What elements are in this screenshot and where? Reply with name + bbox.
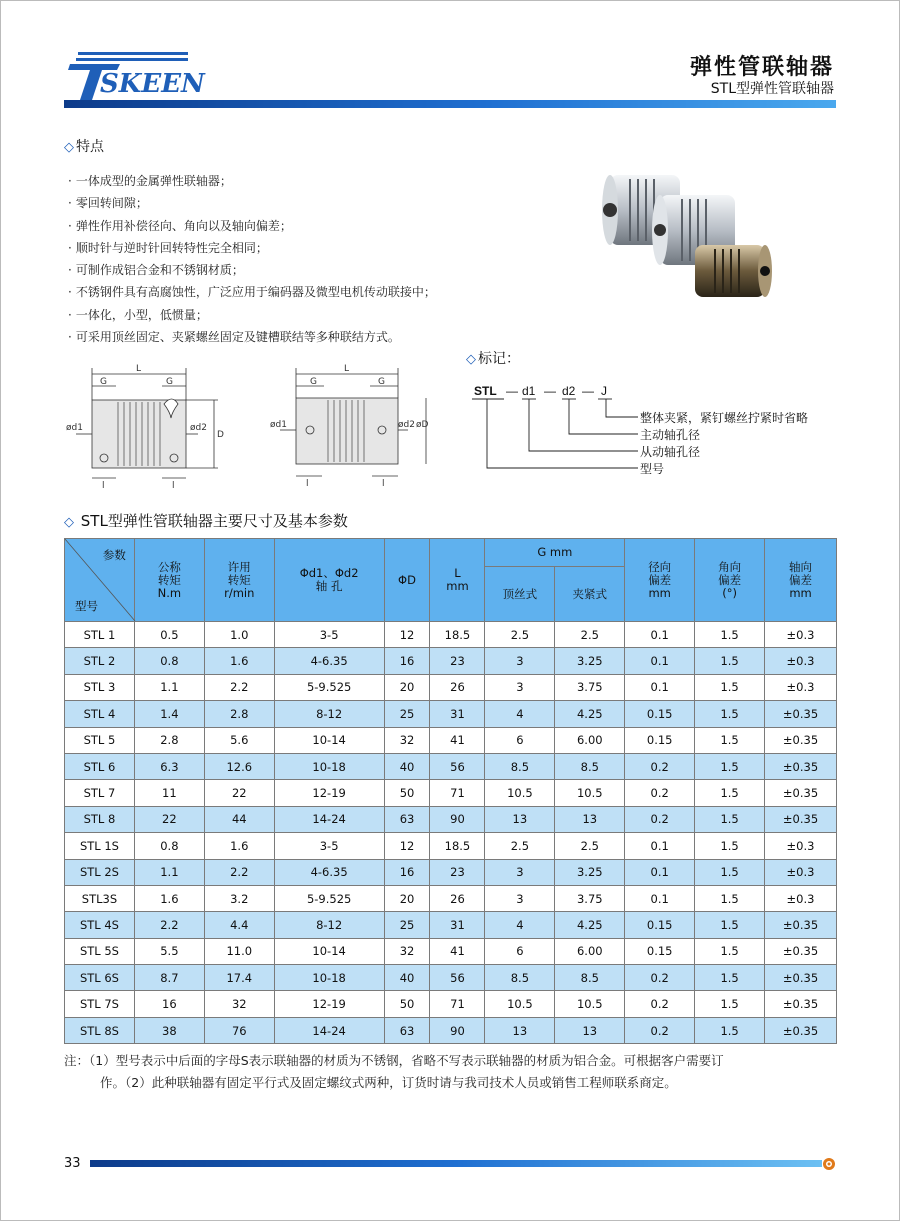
table-row: [65, 701, 837, 727]
table-cell: 13: [485, 1017, 555, 1043]
table-cell: 0.5: [134, 622, 204, 648]
table-cell: STL 7: [65, 780, 135, 806]
table-cell: 2.5: [555, 622, 625, 648]
product-image: [600, 165, 800, 305]
table-cell: 13: [555, 1017, 625, 1043]
table-cell: 1.5: [695, 938, 765, 964]
table-cell: 3-5: [274, 833, 384, 859]
corner-model: 型号: [75, 599, 98, 613]
table-cell: 4.4: [204, 912, 274, 938]
marking-heading-text: 标记：: [478, 351, 520, 367]
feature-item: [68, 326, 538, 348]
table-cell: 20: [384, 674, 430, 700]
table-cell: ±0.3: [765, 833, 837, 859]
header-angular: 角向 偏差 (°): [695, 539, 765, 622]
table-cell: 1.1: [134, 859, 204, 885]
table-cell: 1.5: [695, 885, 765, 911]
table-cell: 11.0: [204, 938, 274, 964]
table-cell: 71: [430, 780, 485, 806]
table-cell: 0.1: [625, 648, 695, 674]
feature-item: [68, 170, 538, 192]
table-cell: STL 3: [65, 674, 135, 700]
table-cell: 12-19: [274, 780, 384, 806]
marking-line-4: 型号: [640, 462, 665, 476]
table-cell: 0.1: [625, 622, 695, 648]
label-l-left-2: l: [306, 479, 309, 489]
table-cell: 50: [384, 991, 430, 1017]
label-l-right: l: [172, 481, 175, 491]
table-cell: 12: [384, 622, 430, 648]
table-cell: 8.7: [134, 965, 204, 991]
header-torque: 公称 转矩 N.m: [134, 539, 204, 622]
table-cell: 50: [384, 780, 430, 806]
table-cell: 14-24: [274, 1017, 384, 1043]
table-cell: 3.2: [204, 885, 274, 911]
table-cell: 0.1: [625, 674, 695, 700]
table-cell: STL 8: [65, 806, 135, 832]
table-cell: 1.1: [134, 674, 204, 700]
label-l-right-2: l: [382, 479, 385, 489]
table-row: [65, 938, 837, 964]
code-sep-2: —: [544, 384, 556, 398]
table-row: [65, 622, 837, 648]
header-speed: 许用 转矩 r/min: [204, 539, 274, 622]
table-cell: 2.5: [485, 622, 555, 648]
table-cell: 17.4: [204, 965, 274, 991]
table-cell: 56: [430, 753, 485, 779]
table-cell: 1.5: [695, 965, 765, 991]
table-cell: 26: [430, 674, 485, 700]
table-cell: 38: [134, 1017, 204, 1043]
table-row: [65, 885, 837, 911]
table-cell: 0.2: [625, 1017, 695, 1043]
table-cell: ±0.35: [765, 701, 837, 727]
table-cell: 40: [384, 753, 430, 779]
table-cell: 5.5: [134, 938, 204, 964]
table-cell: 1.5: [695, 1017, 765, 1043]
marking-line-1: 整体夹紧，紧钉螺丝拧紧时省略: [640, 411, 809, 425]
table-cell: 31: [430, 701, 485, 727]
table-cell: ±0.3: [765, 622, 837, 648]
table-cell: 16: [134, 991, 204, 1017]
table-cell: 1.5: [695, 991, 765, 1017]
code-sep-1: —: [506, 384, 518, 398]
feature-text: 一体成型的金属弹性联轴器；: [75, 174, 232, 188]
table-cell: 1.6: [204, 648, 274, 674]
table-row: [65, 1017, 837, 1043]
bullet-icon: ·: [68, 196, 72, 211]
table-cell: 13: [485, 806, 555, 832]
table-cell: STL 5: [65, 727, 135, 753]
label-d2-2: ød2: [398, 420, 415, 430]
header-D: ΦD: [384, 539, 430, 622]
label-G-left-2: G: [310, 377, 317, 387]
table-cell: 4.25: [555, 912, 625, 938]
spec-table: [64, 538, 837, 1044]
table-cell: 22: [204, 780, 274, 806]
coupling-3: [695, 245, 772, 297]
table-row: [65, 833, 837, 859]
table-cell: 56: [430, 965, 485, 991]
table-cell: 1.5: [695, 780, 765, 806]
header-radial: 径向 偏差 mm: [625, 539, 695, 622]
table-cell: ±0.35: [765, 806, 837, 832]
table-cell: ±0.3: [765, 885, 837, 911]
table-cell: 3.25: [555, 859, 625, 885]
marking-heading: [466, 348, 520, 368]
code-sep-3: —: [582, 384, 594, 398]
table-cell: 25: [384, 912, 430, 938]
table-cell: 18.5: [430, 833, 485, 859]
table-cell: 14-24: [274, 806, 384, 832]
table-cell: 23: [430, 859, 485, 885]
table-cell: ±0.3: [765, 859, 837, 885]
table-cell: 2.2: [204, 674, 274, 700]
feature-text: 弹性作用补偿径向、角向以及轴向偏差；: [75, 218, 292, 233]
diamond-icon: ◇: [466, 352, 476, 367]
table-cell: 3: [485, 674, 555, 700]
features-heading-text: 特点: [76, 139, 104, 155]
table-cell: 18.5: [430, 622, 485, 648]
notes: [64, 1050, 844, 1094]
table-cell: 8-12: [274, 912, 384, 938]
page-number: 33: [64, 1156, 81, 1171]
table-cell: 2.8: [204, 701, 274, 727]
table-cell: STL3S: [65, 885, 135, 911]
table-cell: 16: [384, 859, 430, 885]
bullet-icon: ·: [68, 174, 72, 188]
code-d1: d1: [522, 384, 536, 398]
table-cell: 1.6: [134, 885, 204, 911]
table-cell: STL 7S: [65, 991, 135, 1017]
table-row: [65, 753, 837, 779]
header-bar: [64, 100, 836, 108]
table-cell: STL 5S: [65, 938, 135, 964]
table-cell: 44: [204, 806, 274, 832]
table-cell: ±0.3: [765, 674, 837, 700]
table-row: [65, 991, 837, 1017]
table-cell: STL 2S: [65, 859, 135, 885]
table-cell: 2.2: [134, 912, 204, 938]
table-cell: 2.8: [134, 727, 204, 753]
label-d1: ød1: [66, 423, 83, 433]
page-subtitle: STL型弹性管联轴器: [710, 81, 834, 97]
marking-line-3: 从动轴孔径: [640, 445, 701, 459]
table-cell: STL 8S: [65, 1017, 135, 1043]
table-cell: 1.6: [204, 833, 274, 859]
table-cell: 4: [485, 912, 555, 938]
table-cell: 41: [430, 727, 485, 753]
table-cell: 1.5: [695, 806, 765, 832]
table-cell: 6: [485, 938, 555, 964]
table-cell: 12: [384, 833, 430, 859]
header-corner: [65, 539, 135, 622]
label-G-right: G: [166, 377, 173, 387]
table-row: [65, 727, 837, 753]
table-cell: 0.15: [625, 727, 695, 753]
table-cell: 0.8: [134, 833, 204, 859]
label-G-left: G: [100, 377, 107, 387]
header-G: G mm: [485, 539, 625, 567]
table-cell: 8.5: [555, 753, 625, 779]
table-cell: 8.5: [485, 965, 555, 991]
table-cell: 0.1: [625, 885, 695, 911]
table-cell: 3.75: [555, 885, 625, 911]
bullet-icon: ·: [68, 218, 72, 233]
table-cell: 76: [204, 1017, 274, 1043]
table-cell: 10.5: [485, 991, 555, 1017]
footer-bar: [90, 1160, 822, 1167]
table-cell: 63: [384, 1017, 430, 1043]
feature-text: 不锈钢件具有高腐蚀性，广泛应用于编码器及微型电机传动联接中；: [75, 285, 436, 300]
table-cell: 10.5: [485, 780, 555, 806]
feature-text: 顺时针与逆时针回转特性完全相同；: [75, 240, 268, 255]
code-j: J: [601, 384, 607, 398]
table-cell: ±0.35: [765, 938, 837, 964]
table-cell: 1.5: [695, 833, 765, 859]
table-cell: ±0.35: [765, 753, 837, 779]
table-cell: 63: [384, 806, 430, 832]
logo-text: SKEEN: [100, 69, 205, 99]
table-row: [65, 674, 837, 700]
table-cell: ±0.35: [765, 1017, 837, 1043]
table-cell: 32: [384, 938, 430, 964]
table-cell: STL 6S: [65, 965, 135, 991]
table-cell: 11: [134, 780, 204, 806]
table-cell: 1.5: [695, 912, 765, 938]
table-cell: STL 1: [65, 622, 135, 648]
features-heading: [64, 136, 104, 156]
table-cell: 90: [430, 806, 485, 832]
code-model: STL: [474, 384, 497, 398]
table-cell: ±0.35: [765, 912, 837, 938]
note-line-2: 作。（2）此种联轴器有固定平行式及固定螺纹式两种，订货时请与我司技术人员或销售工程师联系商定。: [100, 1075, 677, 1090]
label-l-left: l: [102, 481, 105, 491]
bullet-icon: ·: [68, 285, 72, 300]
table-cell: 31: [430, 912, 485, 938]
marking-line-2: 主动轴孔径: [640, 428, 701, 442]
table-cell: 6.00: [555, 727, 625, 753]
header-L: L mm: [430, 539, 485, 622]
table-cell: 6.00: [555, 938, 625, 964]
table-cell: 0.15: [625, 701, 695, 727]
header-axial: 轴向 偏差 mm: [765, 539, 837, 622]
table-cell: 71: [430, 991, 485, 1017]
table-cell: 26: [430, 885, 485, 911]
table-title-text: STL型弹性管联轴器主要尺寸及基本参数: [80, 512, 348, 530]
code-d2: d2: [562, 384, 576, 398]
table-cell: 23: [430, 648, 485, 674]
table-row: [65, 859, 837, 885]
table-cell: 90: [430, 1017, 485, 1043]
feature-item: [68, 192, 538, 214]
table-cell: 0.15: [625, 938, 695, 964]
feature-item: [68, 304, 538, 326]
table-cell: STL 2: [65, 648, 135, 674]
label-D: D: [217, 430, 224, 440]
table-cell: 0.2: [625, 753, 695, 779]
table-cell: 1.5: [695, 859, 765, 885]
bullet-icon: ·: [68, 330, 72, 345]
table-row: [65, 780, 837, 806]
table-row: [65, 648, 837, 674]
table-cell: 4-6.35: [274, 859, 384, 885]
table-cell: 10-18: [274, 753, 384, 779]
label-G-right-2: G: [378, 377, 385, 387]
table-cell: 3: [485, 885, 555, 911]
label-d1-2: ød1: [270, 420, 287, 430]
table-title: [64, 510, 348, 531]
dimension-drawing-setscrew: [66, 360, 238, 494]
table-cell: 1.5: [695, 674, 765, 700]
table-cell: 22: [134, 806, 204, 832]
table-cell: 1.5: [695, 727, 765, 753]
feature-item: [68, 259, 538, 281]
table-cell: 0.1: [625, 833, 695, 859]
table-cell: 10-14: [274, 938, 384, 964]
bullet-icon: ·: [68, 263, 72, 278]
table-cell: 5-9.525: [274, 674, 384, 700]
table-cell: 4: [485, 701, 555, 727]
table-cell: 1.0: [204, 622, 274, 648]
table-cell: 3: [485, 859, 555, 885]
table-cell: 2.2: [204, 859, 274, 885]
table-cell: STL 1S: [65, 833, 135, 859]
table-cell: 0.2: [625, 806, 695, 832]
table-cell: 0.2: [625, 780, 695, 806]
table-cell: ±0.35: [765, 780, 837, 806]
page-title: 弹性管联轴器: [689, 55, 834, 80]
table-cell: 40: [384, 965, 430, 991]
table-cell: 12-19: [274, 991, 384, 1017]
table-cell: 0.1: [625, 859, 695, 885]
table-cell: 10-18: [274, 965, 384, 991]
table-cell: ±0.3: [765, 648, 837, 674]
table-cell: 3.75: [555, 674, 625, 700]
table-cell: 6.3: [134, 753, 204, 779]
label-L: L: [136, 364, 142, 374]
table-cell: 10-14: [274, 727, 384, 753]
table-cell: 3: [485, 648, 555, 674]
label-d2: ød2: [190, 423, 207, 433]
table-cell: 2.5: [485, 833, 555, 859]
feature-item: [68, 215, 538, 237]
table-row: [65, 965, 837, 991]
table-cell: 41: [430, 938, 485, 964]
table-cell: 16: [384, 648, 430, 674]
table-row: [65, 806, 837, 832]
table-cell: ±0.35: [765, 965, 837, 991]
table-cell: 5-9.525: [274, 885, 384, 911]
table-cell: 3.25: [555, 648, 625, 674]
feature-text: 零回转间隙；: [75, 196, 148, 211]
label-phiD: øD: [416, 420, 429, 430]
spec-table-body: [65, 622, 837, 1044]
table-cell: 4-6.35: [274, 648, 384, 674]
dimension-drawing-clamp: [270, 360, 442, 494]
bullet-icon: ·: [68, 307, 72, 322]
corner-param: 参数: [102, 548, 126, 562]
table-cell: STL 6: [65, 753, 135, 779]
table-cell: 8.5: [485, 753, 555, 779]
table-cell: 0.2: [625, 965, 695, 991]
feature-text: 可采用顶丝固定、夹紧螺丝固定及键槽联结等多种联结方式。: [75, 330, 400, 345]
table-cell: ±0.35: [765, 991, 837, 1017]
table-cell: 13: [555, 806, 625, 832]
diamond-icon: ◇: [64, 140, 74, 155]
table-cell: 6: [485, 727, 555, 753]
table-cell: 8.5: [555, 965, 625, 991]
table-cell: STL 4S: [65, 912, 135, 938]
table-cell: 2.5: [555, 833, 625, 859]
note-line-1: 注：（1）型号表示中后面的字母S表示联轴器的材质为不锈钢，省略不写表示联轴器的材质为铝合金。可根据客户需要订: [64, 1053, 724, 1068]
table-cell: 1.5: [695, 622, 765, 648]
table-cell: 0.8: [134, 648, 204, 674]
table-cell: 8-12: [274, 701, 384, 727]
diamond-icon: ◇: [64, 515, 74, 530]
table-cell: 0.15: [625, 912, 695, 938]
feature-item: [68, 237, 538, 259]
header-bore: Φd1、Φd2 轴 孔: [274, 539, 384, 622]
table-cell: 20: [384, 885, 430, 911]
table-cell: 25: [384, 701, 430, 727]
table-cell: 0.2: [625, 991, 695, 1017]
table-cell: ±0.35: [765, 727, 837, 753]
table-cell: 32: [204, 991, 274, 1017]
gear-icon: [822, 1156, 836, 1170]
table-cell: 4.25: [555, 701, 625, 727]
feature-list: [68, 170, 538, 348]
table-cell: 1.5: [695, 701, 765, 727]
header-G-setscrew: 顶丝式: [485, 567, 555, 622]
table-cell: STL 4: [65, 701, 135, 727]
marking-diagram: [470, 378, 850, 488]
table-cell: 32: [384, 727, 430, 753]
feature-text: 可制作成铝合金和不锈钢材质；: [75, 263, 244, 278]
table-row: [65, 912, 837, 938]
table-cell: 10.5: [555, 780, 625, 806]
label-L-2: L: [344, 364, 350, 374]
header-G-clamp: 夹紧式: [555, 567, 625, 622]
table-cell: 1.5: [695, 648, 765, 674]
table-cell: 1.4: [134, 701, 204, 727]
table-cell: 3-5: [274, 622, 384, 648]
feature-text: 一体化，小型，低惯量；: [75, 307, 208, 322]
table-cell: 5.6: [204, 727, 274, 753]
feature-item: [68, 281, 538, 303]
table-cell: 1.5: [695, 753, 765, 779]
bullet-icon: ·: [68, 240, 72, 255]
table-cell: 10.5: [555, 991, 625, 1017]
table-cell: 12.6: [204, 753, 274, 779]
